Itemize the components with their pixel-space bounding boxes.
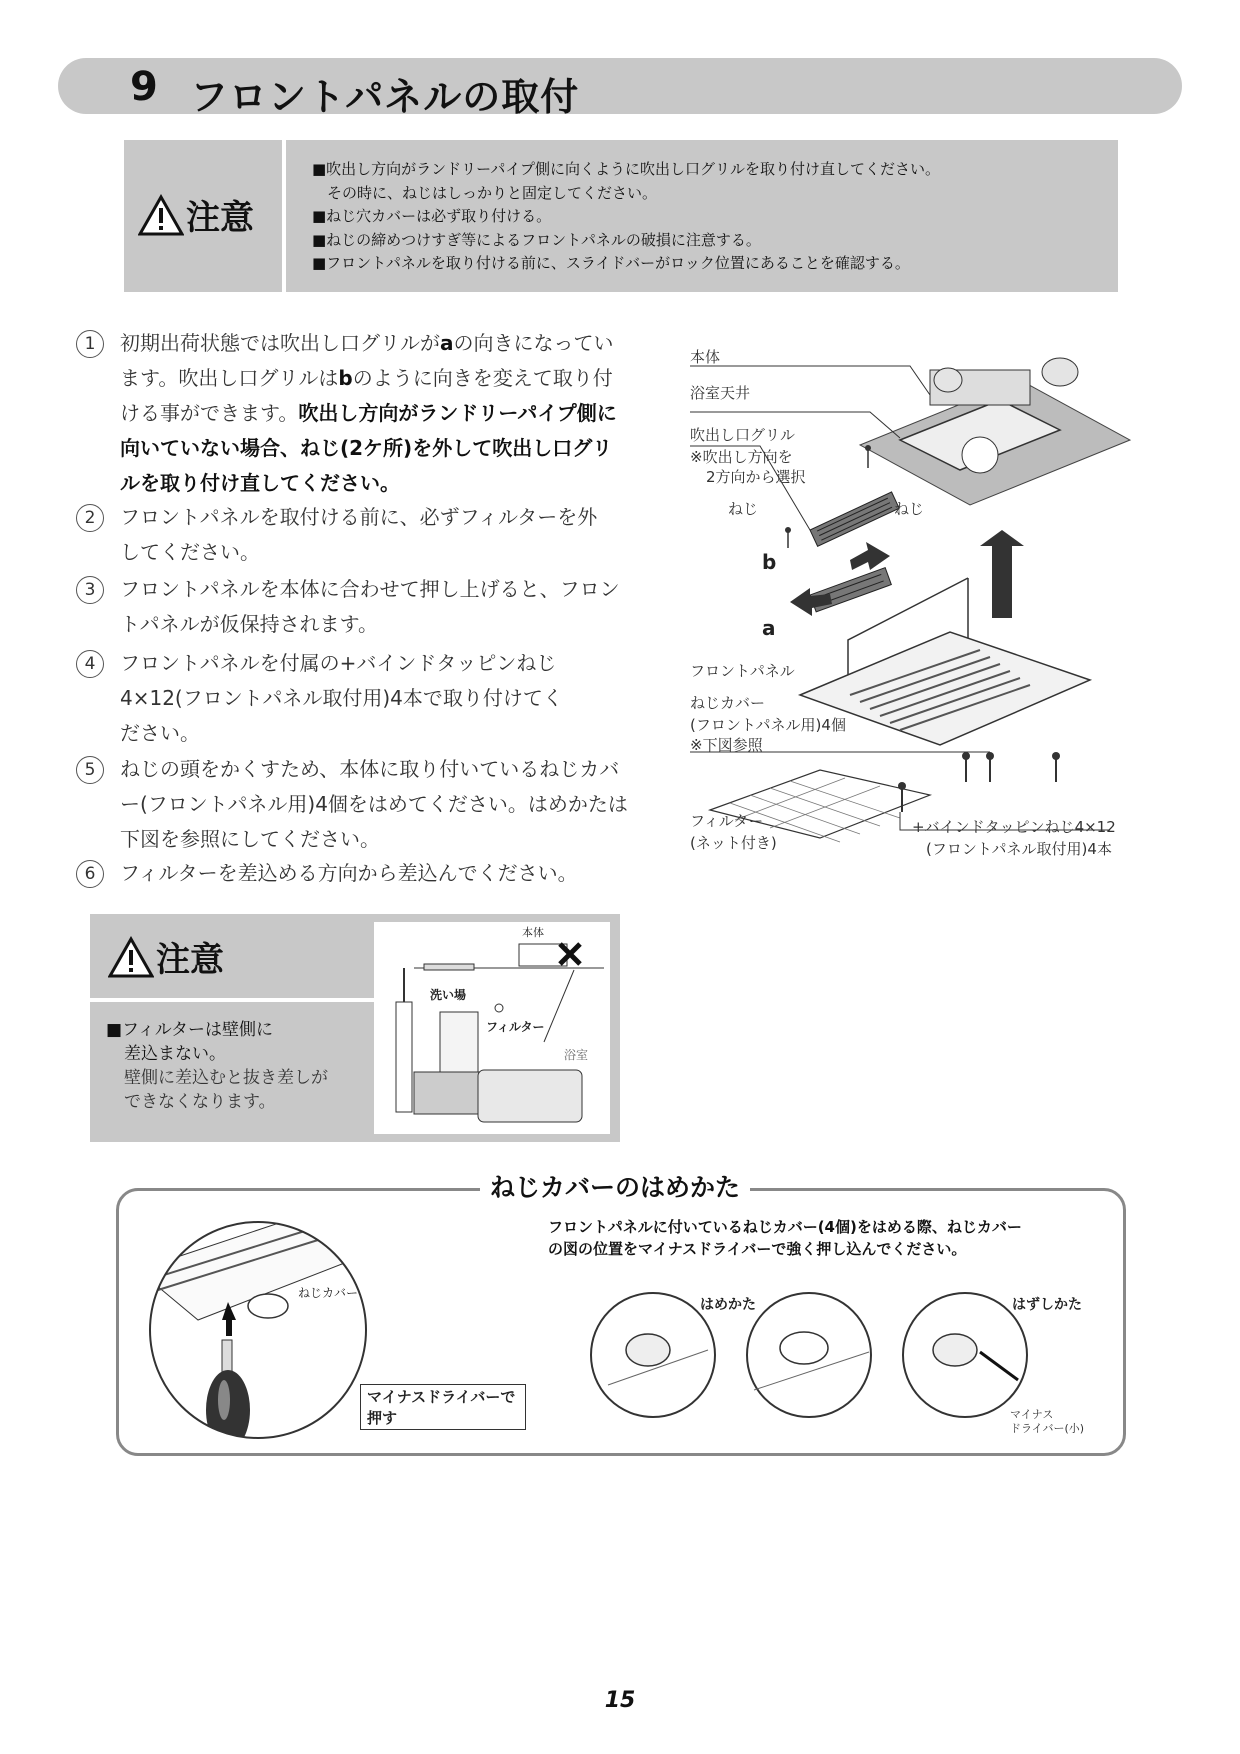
caution-box-top	[124, 140, 1118, 292]
step-6: 6 フィルターを差込める方向から差込んでください。	[76, 856, 632, 891]
label-neji-cover-sub: (フロントパネル用)4個	[690, 716, 846, 734]
push-label-box: マイナスドライバーで 押す	[360, 1384, 526, 1430]
caution-label-bottom: 注意	[108, 932, 224, 981]
label-screw: +バインドタッピンねじ4×12	[912, 818, 1116, 836]
hazushikata-label: はずしかた	[1012, 1297, 1082, 1313]
label-screw-sub: (フロントパネル取付用)4本	[926, 840, 1112, 858]
neji-cover-title: ねじカバーのはめかた	[480, 1168, 750, 1204]
hamekata-circle-2	[744, 1290, 874, 1420]
section-number: 9	[130, 64, 158, 110]
label-fukidashi-grill: 吹出し口グリル	[690, 426, 796, 444]
caution-label: 注意	[138, 190, 254, 239]
neji-cover-desc: フロントパネルに付いているねじカバー(4個)をはめる際、ねじカバー の図の位置をマイナスドライバーで強く押し込んでください。	[548, 1218, 1022, 1258]
step-1: 1 初期出荷状態では吹出し口グリルがaの向きになっています。吹出し口グリルはbのように向きを変えて取り付ける事ができます。吹出し方向がランドリーパイプ側に向いていない場合、ねじ(2ケ所)を外して吹出し口グリルを取り付け直してください。	[76, 326, 632, 501]
warning-icon	[108, 936, 154, 978]
label-yokushitsu-tenjo: 浴室天井	[690, 384, 751, 402]
page-number: 15	[604, 1688, 636, 1713]
section-title: フロントパネルの取付	[190, 75, 580, 119]
caution-lines: ■吹出し方向がランドリーパイプ側に向くように吹出し口グリルを取り付け直してください。 その時に、ねじはしっかりと固定してください。 ■ねじ穴カバーは必ず取り付ける。 ■ねじの締めつけすぎ等によるフロントパネルの破損に注意する。 ■フロントパネルを取り付ける前に、スライドバーがロック位置にあることを確認する。	[312, 160, 940, 272]
driver-label: マイナス ドライバー(小)	[1010, 1408, 1085, 1435]
label-fukidashi-note2: 2方向から選択	[706, 468, 806, 486]
step-5: 5 ねじの頭をかくすため、本体に取り付いているねじカバー(フロントパネル用)4個をはめてください。はめかたは下図を参照にしてください。	[76, 752, 632, 857]
label-fukidashi-note1: ※吹出し方向を	[690, 448, 793, 466]
label-filter: フィルター	[690, 812, 764, 830]
hamekata-circle-1	[588, 1290, 718, 1420]
label-neji-cover: ねじカバー	[690, 694, 766, 712]
step-4: 4 フロントパネルを付属の+バインドタッピンねじ4×12(フロントパネル取付用)4本で取り付けてください。	[76, 646, 576, 751]
label-hontai: 本体	[690, 348, 721, 366]
neji-cover-label: ねじカバー	[298, 1286, 359, 1300]
step-2: 2 フロントパネルを取付ける前に、必ずフィルターを外してください。	[76, 500, 616, 570]
warning-icon	[138, 194, 184, 236]
caution-box-bottom	[90, 914, 620, 1142]
label-front-panel: フロントパネル	[690, 662, 795, 680]
label-neji-left: ねじ	[728, 500, 759, 518]
neji-cover-zoom-figure	[138, 1210, 378, 1450]
label-neji-right: ねじ	[894, 500, 925, 518]
bathroom-figure: 本体 洗い場 フィルター 浴室	[374, 922, 610, 1134]
hamekata-label: はめかた	[700, 1297, 756, 1313]
caution-bottom-text: ■フィルターは壁側に 差込まない。 壁側に差込むと抜き差しが できなくなります。	[106, 1020, 328, 1112]
label-neji-cover-note: ※下図参照	[690, 736, 763, 754]
label-filter-sub: (ネット付き)	[690, 834, 777, 852]
step-3: 3 フロントパネルを本体に合わせて押し上げると、フロントパネルが仮保持されます。	[76, 572, 632, 642]
label-a: a	[762, 616, 776, 640]
label-b: b	[762, 550, 777, 574]
hazushikata-circle	[900, 1290, 1030, 1420]
